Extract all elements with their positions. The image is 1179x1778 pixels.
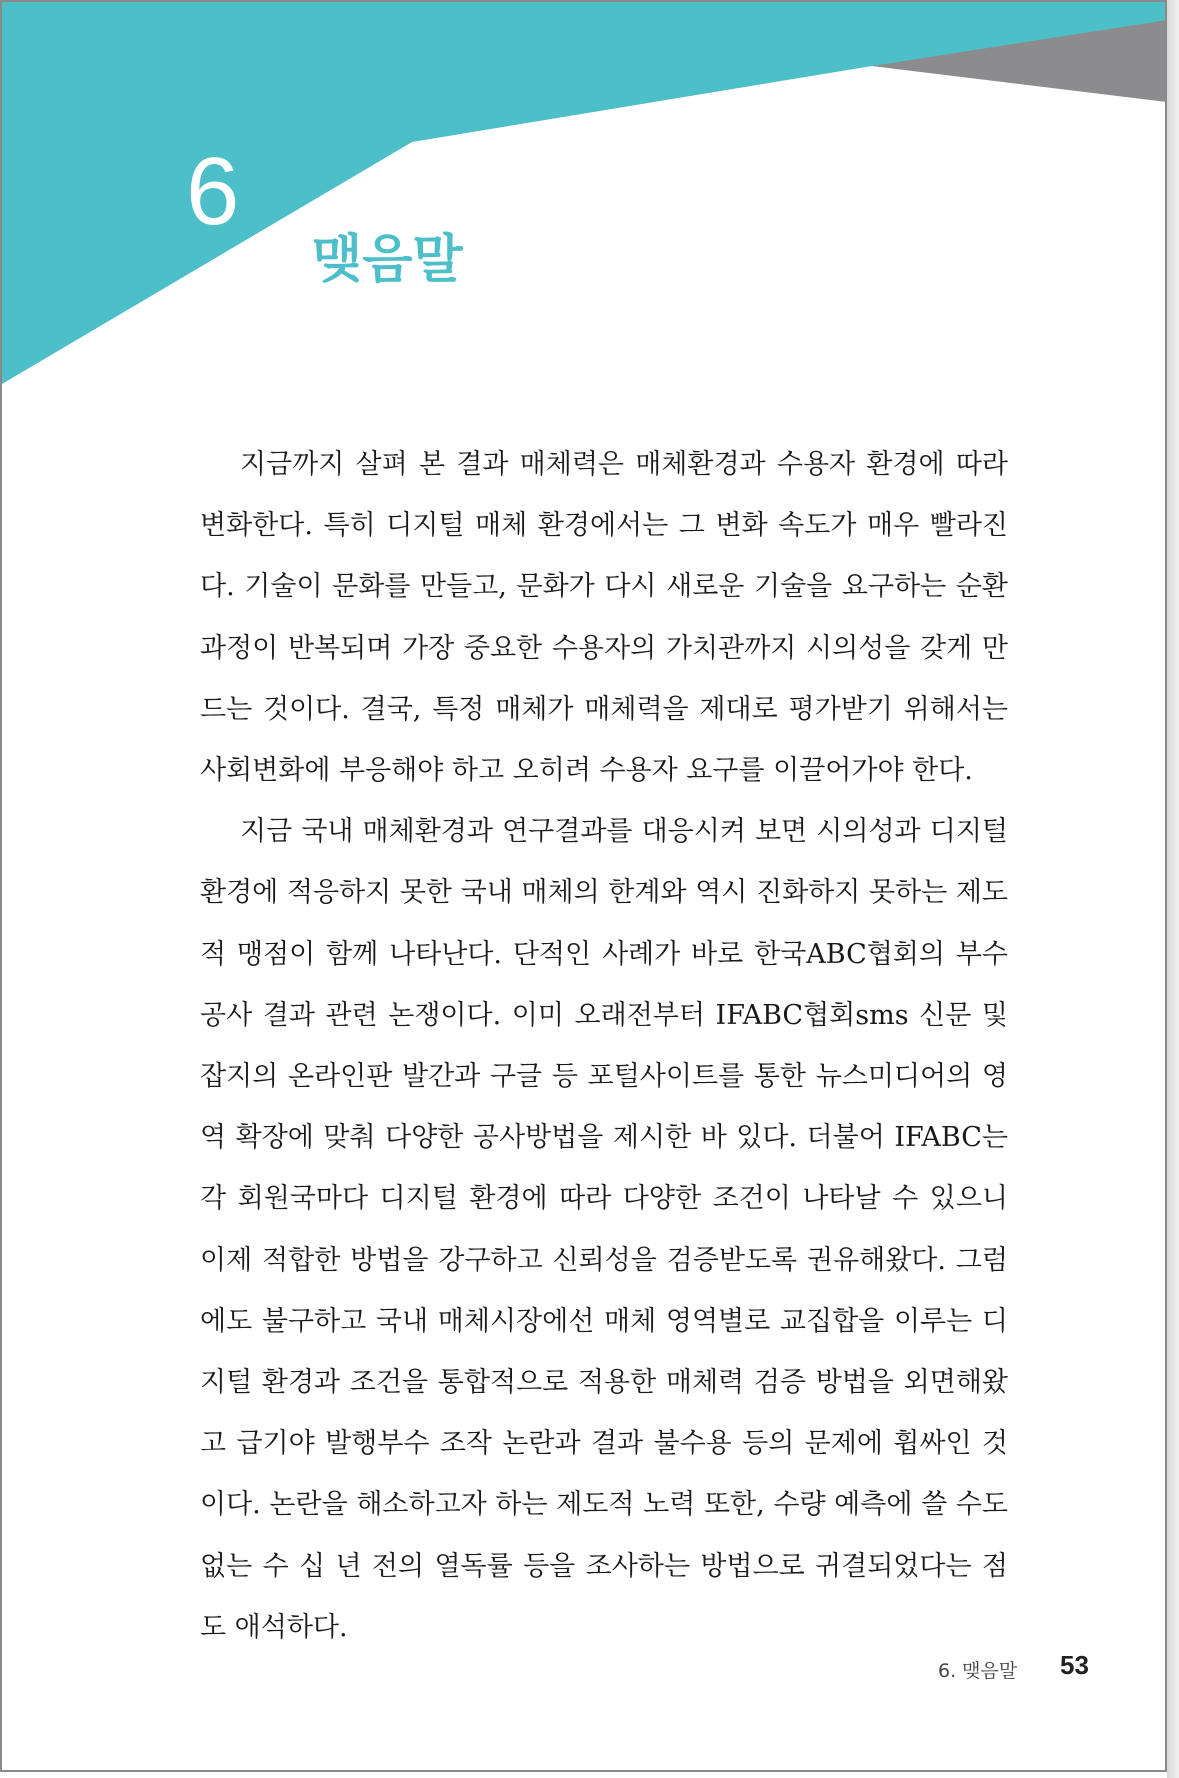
page-number: 53 bbox=[1060, 1650, 1089, 1680]
paragraph: 지금 국내 매체환경과 연구결과를 대응시켜 보면 시의성과 디지털 환경에 적응하지 못한 국내 매체의 한계와 역시 진화하지 못하는 제도적 맹점이 함께 나타난다. 단적인 사례가 바로 한국ABC협회의 부수공사 결과 관련 논쟁이다. 이미 오래전부터 IFABC협회sms 신문 및 잡지의 온라인판 발간과 구글 등 포털사이트를 통한 뉴스미디어의 영역 확장에 맞춰 다양한 공사방법을 제시한 바 있다. 더불어 IFABC는 각 회원국마다 디지털 환경에 따라 다양한 조건이 나타날 수 있으니 이제 적합한 방법을 강구하고 신뢰성을 검증받도록 권유해왔다. 그럼에도 불구하고 국내 매체시장에선 매체 영역별로 교집합을 이루는 디지털 환경과 조건을 통합적으로 적용한 매체력 검증 방법을 외면해왔고 급기야 발행부수 조작 논란과 결과 불수용 등의 문제에 휩싸인 것이다. 논란을 해소하고자 하는 제도적 노력 또한, 수량 예측에 쓸 수도 없는 수 십 년 전의 열독률 등을 조사하는 방법으로 귀결되었다는 점도 애석하다. bbox=[200, 816, 1008, 1643]
page-footer bbox=[2, 1650, 1167, 1690]
chapter-number: 6 bbox=[186, 138, 240, 245]
running-footer-section: 6. 맺음말 bbox=[938, 1660, 1018, 1682]
page-edge-shadow bbox=[1167, 0, 1179, 1778]
chapter-header-banner bbox=[2, 2, 1167, 402]
chapter-title: 맺음말 bbox=[312, 230, 463, 290]
paragraph: 지금까지 살펴 본 결과 매체력은 매체환경과 수용자 환경에 따라 변화한다. 특히 디지털 매체 환경에서는 그 변화 속도가 매우 빨라진다. 기술이 문화를 만들고, 문화가 다시 새로운 기술을 요구하는 순환 과정이 반복되며 가장 중요한 수용자의 가치관까지 시의성을 갖게 만드는 것이다. 결국, 특정 매체가 매체력을 제대로 평가받기 위해서는 사회변화에 부응해야 하고 오히려 수용자 요구를 이끌어가야 한다. bbox=[200, 449, 1008, 787]
body-text bbox=[200, 434, 1008, 1658]
